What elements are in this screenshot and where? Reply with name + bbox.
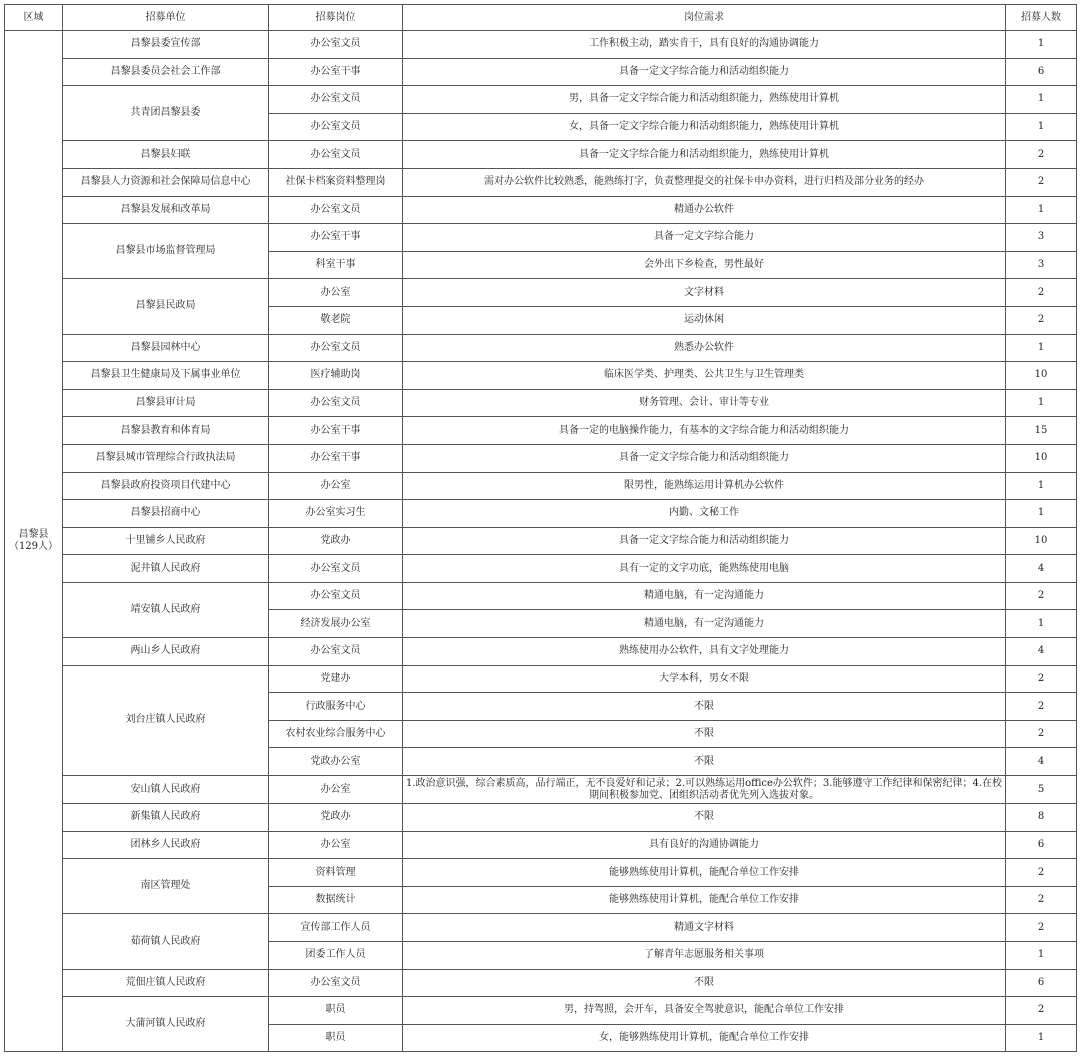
- post-name: 办公室文员: [269, 31, 403, 59]
- recruit-count: 2: [1006, 720, 1077, 748]
- table-row: [5, 638, 1077, 666]
- recruit-count: 1: [1006, 31, 1077, 59]
- header-count: 招募人数: [1006, 5, 1077, 31]
- post-requirement: 熟练使用办公软件，具有文字处理能力: [403, 638, 1006, 666]
- unit-name: 两山乡人民政府: [63, 638, 269, 666]
- table-row: [5, 389, 1077, 417]
- post-name: 农村农业综合服务中心: [269, 720, 403, 748]
- recruit-count: 2: [1006, 279, 1077, 307]
- recruit-count: 2: [1006, 168, 1077, 196]
- table-row: [5, 776, 1077, 804]
- unit-name: 昌黎县审计局: [63, 389, 269, 417]
- post-requirement: 会外出下乡检查，男性最好: [403, 251, 1006, 279]
- post-name: 办公室: [269, 279, 403, 307]
- table-row: [5, 168, 1077, 196]
- table-row: [5, 500, 1077, 528]
- unit-name: 靖安镇人民政府: [63, 582, 269, 637]
- table-row: [5, 555, 1077, 583]
- post-requirement: 了解青年志愿服务相关事项: [403, 942, 1006, 970]
- recruit-count: 15: [1006, 417, 1077, 445]
- post-name: 社保卡档案资料整理岗: [269, 168, 403, 196]
- header-region: 区域: [5, 5, 63, 31]
- recruit-count: 8: [1006, 804, 1077, 832]
- post-requirement: 不限: [403, 969, 1006, 997]
- unit-name: 共青团昌黎县委: [63, 86, 269, 141]
- post-requirement: 运动休闲: [403, 306, 1006, 334]
- post-requirement: 具有良好的沟通协调能力: [403, 831, 1006, 859]
- post-requirement: 不限: [403, 748, 1006, 776]
- recruit-count: 1: [1006, 196, 1077, 224]
- post-name: 办公室文员: [269, 389, 403, 417]
- post-requirement: 具备一定文字综合能力: [403, 224, 1006, 252]
- unit-name: 昌黎县园林中心: [63, 334, 269, 362]
- post-name: 党政办公室: [269, 748, 403, 776]
- post-requirement: 需对办公软件比较熟悉，能熟练打字，负责整理提交的社保卡申办资料，进行归档及部分业务的经办: [403, 168, 1006, 196]
- recruit-count: 2: [1006, 141, 1077, 169]
- post-name: 办公室文员: [269, 969, 403, 997]
- header-unit: 招募单位: [63, 5, 269, 31]
- post-requirement: 限男性，能熟练运用计算机办公软件: [403, 472, 1006, 500]
- recruit-count: 1: [1006, 610, 1077, 638]
- recruit-count: 2: [1006, 997, 1077, 1025]
- post-requirement: 精通办公软件: [403, 196, 1006, 224]
- unit-name: 大蒲河镇人民政府: [63, 997, 269, 1052]
- recruit-count: 3: [1006, 224, 1077, 252]
- post-name: 办公室干事: [269, 444, 403, 472]
- recruit-count: 6: [1006, 58, 1077, 86]
- post-name: 科室干事: [269, 251, 403, 279]
- recruit-count: 2: [1006, 886, 1077, 914]
- post-name: 数据统计: [269, 886, 403, 914]
- unit-name: 南区管理处: [63, 859, 269, 914]
- recruit-count: 10: [1006, 362, 1077, 390]
- unit-name: 昌黎县市场监督管理局: [63, 224, 269, 279]
- table-row: [5, 997, 1077, 1025]
- table-row: [5, 914, 1077, 942]
- table-row: [5, 224, 1077, 252]
- recruit-count: 4: [1006, 748, 1077, 776]
- post-requirement: 不限: [403, 693, 1006, 721]
- region-count: （129人）: [8, 541, 59, 553]
- post-name: 党政办: [269, 804, 403, 832]
- post-requirement: 内勤、文秘工作: [403, 500, 1006, 528]
- post-requirement: 文字材料: [403, 279, 1006, 307]
- recruit-count: 2: [1006, 306, 1077, 334]
- post-requirement: 工作积极主动，踏实肯干，具有良好的沟通协调能力: [403, 31, 1006, 59]
- unit-name: 昌黎县教育和体育局: [63, 417, 269, 445]
- unit-name: 泥井镇人民政府: [63, 555, 269, 583]
- recruit-count: 10: [1006, 444, 1077, 472]
- post-name: 办公室文员: [269, 638, 403, 666]
- post-requirement: 男，具备一定文字综合能力和活动组织能力，熟练使用计算机: [403, 86, 1006, 114]
- table-row: [5, 334, 1077, 362]
- table-row: [5, 969, 1077, 997]
- post-name: 办公室实习生: [269, 500, 403, 528]
- table-row: [5, 527, 1077, 555]
- table-row: [5, 196, 1077, 224]
- table-row: [5, 417, 1077, 445]
- post-name: 经济发展办公室: [269, 610, 403, 638]
- post-requirement: 能够熟练使用计算机，能配合单位工作安排: [403, 859, 1006, 887]
- recruit-count: 5: [1006, 776, 1077, 804]
- post-name: 办公室干事: [269, 417, 403, 445]
- post-requirement: 临床医学类、护理类、公共卫生与卫生管理类: [403, 362, 1006, 390]
- table-row: [5, 362, 1077, 390]
- table-row: [5, 831, 1077, 859]
- header-requirement: 岗位需求: [403, 5, 1006, 31]
- post-requirement: 不限: [403, 804, 1006, 832]
- table-row: [5, 444, 1077, 472]
- unit-name: 荒佃庄镇人民政府: [63, 969, 269, 997]
- table-body: [5, 31, 1077, 1052]
- post-name: 办公室: [269, 831, 403, 859]
- recruit-count: 2: [1006, 582, 1077, 610]
- post-name: 办公室文员: [269, 334, 403, 362]
- recruitment-table: [4, 4, 1077, 1052]
- post-requirement: 具有一定的文字功底，能熟练使用电脑: [403, 555, 1006, 583]
- post-name: 行政服务中心: [269, 693, 403, 721]
- post-requirement: 女，具备一定文字综合能力和活动组织能力，熟练使用计算机: [403, 113, 1006, 141]
- table-row: [5, 86, 1077, 114]
- table-row: [5, 665, 1077, 693]
- recruit-count: 1: [1006, 389, 1077, 417]
- post-name: 办公室干事: [269, 224, 403, 252]
- table-row: [5, 859, 1077, 887]
- table-row: [5, 582, 1077, 610]
- recruit-count: 1: [1006, 942, 1077, 970]
- recruit-count: 2: [1006, 859, 1077, 887]
- region-cell: [5, 31, 63, 1052]
- post-name: 资料管理: [269, 859, 403, 887]
- post-name: 办公室: [269, 776, 403, 804]
- post-requirement: 能够熟练使用计算机，能配合单位工作安排: [403, 886, 1006, 914]
- table-row: [5, 472, 1077, 500]
- unit-name: 昌黎县发展和改革局: [63, 196, 269, 224]
- unit-name: 新集镇人民政府: [63, 804, 269, 832]
- table-row: [5, 804, 1077, 832]
- post-name: 职员: [269, 997, 403, 1025]
- post-requirement: 精通电脑，有一定沟通能力: [403, 610, 1006, 638]
- post-requirement: 具备一定文字综合能力和活动组织能力: [403, 444, 1006, 472]
- unit-name: 昌黎县政府投资项目代建中心: [63, 472, 269, 500]
- unit-name: 团林乡人民政府: [63, 831, 269, 859]
- post-name: 办公室文员: [269, 196, 403, 224]
- post-requirement: 具备一定文字综合能力和活动组织能力: [403, 527, 1006, 555]
- recruit-count: 1: [1006, 472, 1077, 500]
- unit-name: 昌黎县卫生健康局及下属事业单位: [63, 362, 269, 390]
- post-requirement: 大学本科，男女不限: [403, 665, 1006, 693]
- header-post: 招募岗位: [269, 5, 403, 31]
- recruit-count: 2: [1006, 665, 1077, 693]
- recruit-count: 10: [1006, 527, 1077, 555]
- post-name: 办公室文员: [269, 86, 403, 114]
- post-requirement: 熟悉办公软件: [403, 334, 1006, 362]
- table-row: [5, 31, 1077, 59]
- recruit-count: 2: [1006, 914, 1077, 942]
- post-requirement: 男，持驾照，会开车，具备安全驾驶意识，能配合单位工作安排: [403, 997, 1006, 1025]
- unit-name: 昌黎县委员会社会工作部: [63, 58, 269, 86]
- table-row: [5, 141, 1077, 169]
- recruit-count: 1: [1006, 1024, 1077, 1052]
- post-requirement: 财务管理、会计、审计等专业: [403, 389, 1006, 417]
- table-row: [5, 58, 1077, 86]
- region-name: 昌黎县: [18, 529, 49, 541]
- unit-name: 昌黎县委宣传部: [63, 31, 269, 59]
- post-requirement: 精通文字材料: [403, 914, 1006, 942]
- unit-name: 刘台庄镇人民政府: [63, 665, 269, 775]
- post-name: 办公室文员: [269, 141, 403, 169]
- recruit-count: 1: [1006, 334, 1077, 362]
- post-name: 办公室: [269, 472, 403, 500]
- post-requirement: 具备一定文字综合能力和活动组织能力: [403, 58, 1006, 86]
- recruit-count: 6: [1006, 969, 1077, 997]
- post-name: 职员: [269, 1024, 403, 1052]
- recruit-count: 4: [1006, 638, 1077, 666]
- post-name: 办公室文员: [269, 582, 403, 610]
- post-name: 团委工作人员: [269, 942, 403, 970]
- post-requirement: 不限: [403, 720, 1006, 748]
- recruit-count: 6: [1006, 831, 1077, 859]
- unit-name: 昌黎县城市管理综合行政执法局: [63, 444, 269, 472]
- table-row: [5, 279, 1077, 307]
- recruit-count: 1: [1006, 500, 1077, 528]
- unit-name: 昌黎县民政局: [63, 279, 269, 334]
- unit-name: 昌黎县妇联: [63, 141, 269, 169]
- post-requirement: 1.政治意识强，综合素质高，品行端正，无不良爱好和记录；2.可以熟练运用office办公软件；3.能够遵守工作纪律和保密纪律；4.在校期间积极参加党、团组织活动者优先列入选拔对象。: [403, 776, 1006, 804]
- unit-name: 茹荷镇人民政府: [63, 914, 269, 969]
- post-name: 医疗辅助岗: [269, 362, 403, 390]
- unit-name: 昌黎县人力资源和社会保障局信息中心: [63, 168, 269, 196]
- post-name: 党政办: [269, 527, 403, 555]
- post-name: 办公室干事: [269, 58, 403, 86]
- unit-name: 安山镇人民政府: [63, 776, 269, 804]
- post-requirement: 女，能够熟练使用计算机，能配合单位工作安排: [403, 1024, 1006, 1052]
- post-requirement: 具备一定文字综合能力和活动组织能力，熟练使用计算机: [403, 141, 1006, 169]
- unit-name: 昌黎县招商中心: [63, 500, 269, 528]
- post-requirement: 精通电脑，有一定沟通能力: [403, 582, 1006, 610]
- recruit-count: 3: [1006, 251, 1077, 279]
- recruit-count: 1: [1006, 86, 1077, 114]
- header-row: [5, 5, 1077, 31]
- post-name: 办公室文员: [269, 555, 403, 583]
- recruit-count: 1: [1006, 113, 1077, 141]
- unit-name: 十里铺乡人民政府: [63, 527, 269, 555]
- post-name: 党建办: [269, 665, 403, 693]
- recruit-count: 2: [1006, 693, 1077, 721]
- post-name: 敬老院: [269, 306, 403, 334]
- post-requirement: 具备一定的电脑操作能力，有基本的文字综合能力和活动组织能力: [403, 417, 1006, 445]
- recruit-count: 4: [1006, 555, 1077, 583]
- post-name: 办公室文员: [269, 113, 403, 141]
- post-name: 宣传部工作人员: [269, 914, 403, 942]
